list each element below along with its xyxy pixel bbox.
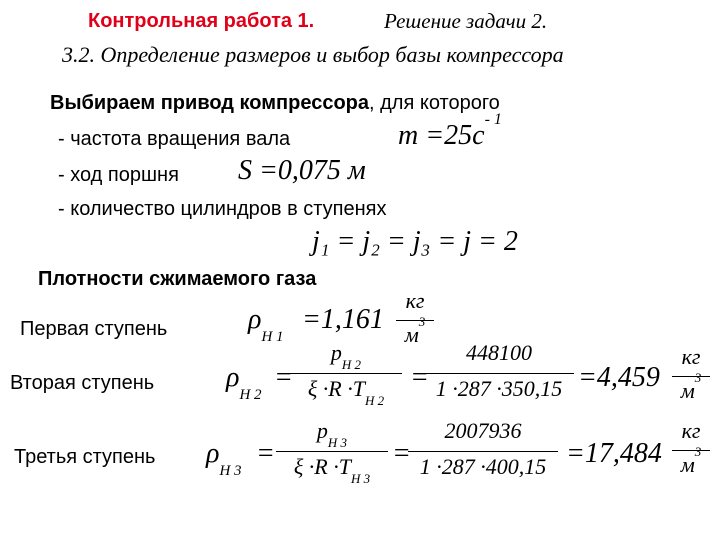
stage2-rho [226, 362, 262, 403]
rpm-exp: - 1 [484, 110, 502, 128]
stage2-label: Вторая ступень [10, 372, 155, 394]
rho-subscript: Н 1 [261, 328, 284, 345]
unit-denominator: $м^3$ [680, 443, 702, 477]
rho-symbol: ρ [226, 362, 240, 393]
unit-denominator: $м^3$ [404, 313, 426, 347]
density-heading: Плотности сжимаемого газа [38, 268, 317, 290]
stage3-numeric-fraction [408, 418, 558, 488]
stage3-eq2: = [392, 438, 411, 469]
stage3-result: =17,484 [566, 438, 662, 469]
stroke-eq: = [259, 155, 278, 186]
intro-rest: , для которого [369, 92, 500, 114]
rho-symbol: ρ [206, 438, 220, 469]
stage1-result: =1,161 [302, 304, 384, 335]
stroke-unit: м [347, 155, 366, 186]
rho-subscript: Н 2 [239, 386, 262, 403]
stage2-unit [672, 344, 710, 414]
rho-subscript: Н 3 [219, 462, 242, 479]
stage3-unit [672, 418, 710, 488]
fraction-bar [424, 373, 574, 374]
stage2-symbolic-fraction [290, 340, 402, 410]
rpm-formula [398, 110, 502, 152]
stage3-rho [206, 438, 242, 479]
fraction-bar [672, 376, 710, 377]
stage3-label: Третья ступень [14, 446, 156, 468]
fraction-bar [408, 451, 558, 452]
fraction-numerator: 448100 [466, 340, 532, 365]
cylinders-formula: j₁ = j₂ = j₃ = j = 2 [312, 226, 518, 257]
stroke-value: 0,075 [277, 155, 341, 186]
intro-line [50, 92, 500, 115]
stroke-lhs: S [238, 155, 252, 186]
stage1-label: Первая ступень [20, 318, 168, 340]
stroke-formula [238, 155, 366, 187]
unit-numerator: кг [681, 344, 701, 369]
fraction-numerator: 2007936 [444, 418, 522, 443]
unit-numerator: кг [405, 288, 425, 313]
stage2-numeric-fraction [424, 340, 574, 410]
fraction-denominator: 1 ·287 ·400,15 [419, 454, 547, 479]
title-bold: Контрольная работа 1. [88, 10, 315, 32]
rpm-value: 25c [444, 120, 485, 151]
fraction-bar [672, 450, 710, 451]
rpm-lhs: m [398, 120, 419, 151]
bullet-stroke: - ход поршня [58, 164, 179, 186]
stage2-eq2: = [410, 362, 429, 393]
rho-symbol: ρ [248, 304, 262, 335]
fraction-denominator: $\xi \cdot R \cdot T_{Н 2}$ [307, 376, 385, 409]
stage2-result: =4,459 [578, 362, 660, 393]
title-italic: Решение задачи 2. [384, 9, 548, 33]
fraction-bar [290, 373, 402, 374]
subtitle: 3.2. Определение размеров и выбор базы компрессора [62, 42, 564, 67]
fraction-bar [396, 320, 434, 321]
rpm-eq: = [425, 120, 445, 151]
fraction-numerator: $р_{Н 3}$ [316, 418, 348, 451]
stage3-symbolic-fraction [276, 418, 388, 488]
bullet-cylinders: - количество цилиндров в ступенях [58, 198, 387, 220]
stage2-eq1: = [274, 362, 293, 393]
stage1-rho [248, 304, 284, 345]
stage3-eq1: = [256, 438, 275, 469]
unit-denominator: $м^3$ [680, 369, 702, 403]
fraction-numerator: $р_{Н 2}$ [330, 340, 362, 373]
unit-numerator: кг [681, 418, 701, 443]
fraction-denominator: 1 ·287 ·350,15 [435, 376, 563, 401]
intro-bold: Выбираем привод компрессора [50, 92, 370, 114]
bullet-rpm: - частота вращения вала [58, 128, 291, 150]
fraction-bar [276, 451, 388, 452]
fraction-denominator: $\xi \cdot R \cdot T_{Н 3}$ [293, 454, 371, 487]
